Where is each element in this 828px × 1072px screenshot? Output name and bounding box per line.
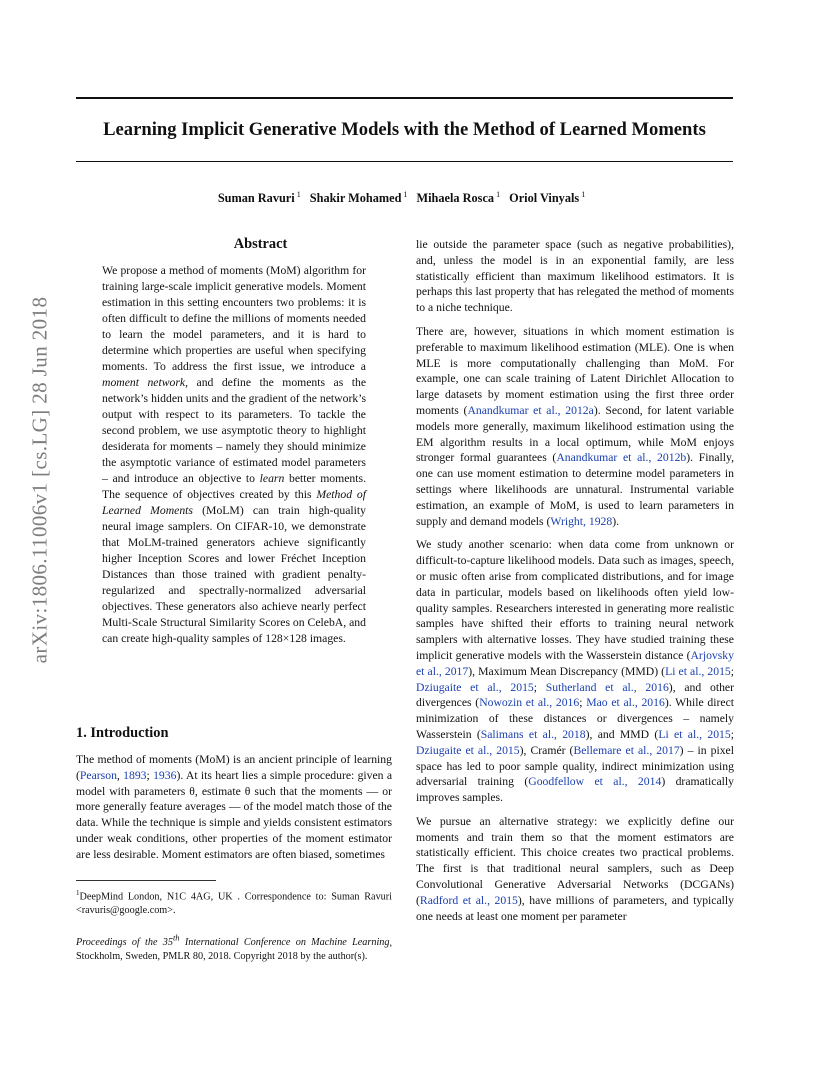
citation-link[interactable]: Dziugaite et al., 2015 xyxy=(416,680,534,694)
paragraph: We study another scenario: when data come from unknown or difficult-to-capture likelihood models. Data such as images, speech, or music often arise from complicated distributions, and for image data in particular, models based on likelihoods often yield low-quality samples. Researchers interested in generating more realistic samples have shifted their efforts to training neural network samplers with alternative losses. They have studied training these implicit generative models with the Wasserstein distance (Arjovsky et al., 2017), Maximum Mean Discrepancy (MMD) (Li et al., 2015; Dziugaite et al., 2015; Sutherland et al., 2016), and other divergences (Nowozin et al., 2016; Mao et al., 2016). While direct minimization of these distances or divergences – namely Wasserstein (Salimans et al., 2018), and MMD (Li et al., 2015; Dziugaite et al., 2015), Cramér (Bellemare et al., 2017) – in pixel space has led to poor sample quality, indirect minimization using adversarial training (Goodfellow et al., 2014) dramatically improves samples. xyxy=(416,538,735,805)
para-text: ). xyxy=(612,514,620,528)
para-text: ). Finally, one can use moment estimation to determine model parameters in settings where likelihoods are unnatural. Instrumental variable estimation, an example of MoM, is used to learn parameters in supply and demand models ( xyxy=(416,451,735,528)
para-text: ), have millions of parameters, and typically one needs at least one moment per parameter xyxy=(416,893,734,923)
abstract-body xyxy=(102,263,366,647)
citation-link[interactable]: 1936 xyxy=(153,768,177,782)
proceedings-note xyxy=(76,931,392,964)
affiliation-mark: 1 xyxy=(581,190,586,199)
proceedings-text xyxy=(76,933,390,949)
affiliation-mark: 1 xyxy=(296,190,301,199)
title-top-rule xyxy=(76,97,733,99)
citation-link[interactable]: Arjovsky et al., 2017 xyxy=(416,648,734,678)
paragraph xyxy=(416,324,734,529)
author-name: Suman Ravuri xyxy=(217,191,295,206)
citation-link[interactable]: Salimans et al., 2018 xyxy=(480,727,586,741)
citation-link[interactable]: Dziugaite et al., 2015 xyxy=(416,743,520,757)
para-text: We pursue an alternative strategy: we explicitly define our moments and train them so that the moment estimators are statistically efficient. This choice creates two practical problems. The first is that traditional neural samplers, such as Deep Convolutional Generative Adversarial Networks (DCGANs) ( xyxy=(416,814,734,907)
author-name: Mihaela Rosca xyxy=(416,191,495,206)
section-heading-introduction: 1. Introduction xyxy=(76,725,169,741)
citation-link[interactable]: Bellemare et al., 2017 xyxy=(573,743,680,757)
affiliation-footnote xyxy=(76,886,392,918)
citation-link[interactable]: Li et al., 2015 xyxy=(658,727,731,741)
citation-link[interactable]: Nowozin et al., 2016 xyxy=(479,696,580,710)
footnote-text: DeepMind London, N1C 4AG, UK . Correspondence to: Suman Ravuri <ravuris@google.com>. xyxy=(76,891,392,917)
para-text: ) dramatically improves samples. xyxy=(416,775,734,805)
para-text: ). Second, for latent variable models more generally, maximum likelihood estimation using the EM algorithm results in a local optimum, while MoM enjoys stronger formal guarantees ( xyxy=(416,403,734,465)
citation-link[interactable]: Anandkumar et al., 2012a xyxy=(467,403,594,417)
footnote-rule xyxy=(76,880,216,881)
abstract-emphasis: learn xyxy=(259,472,285,485)
para-text: ), and MMD ( xyxy=(585,727,659,741)
proceedings-sup: th xyxy=(172,933,180,943)
para-text: ), Maximum Mean Discrepancy (MMD) ( xyxy=(468,664,666,678)
footnote-mark: 1 xyxy=(76,889,80,897)
right-column xyxy=(416,237,734,932)
abstract-text: , and define the moments as the network’s hidden units and the gradient of the network’s output with respect to its parameters. To tackle the second problem, we use asymptotic theory to highlight desiderata for moments – namely they should minimize the asymptotic variance of estimated model parameters – and introduce an objective to xyxy=(102,376,367,485)
paper-title: Learning Implicit Generative Models with the Method of Learned Moments xyxy=(103,119,706,140)
abstract-heading: Abstract xyxy=(233,236,288,252)
citation-link[interactable]: Radford et al., 2015 xyxy=(419,893,518,907)
abstract-emphasis: moment network xyxy=(102,376,186,389)
author-name: Oriol Vinyals xyxy=(509,191,580,206)
para-text: There are, however, situations in which moment estimation is preferable to maximum likelihood estimation (MLE). One is when MLE is more computationally challenging than MoM. For example, one can scale training of Latent Dirichlet Allocation to large datasets by moment estimation using the first three order moments ( xyxy=(416,324,734,417)
author-name: Shakir Mohamed xyxy=(309,191,402,206)
citation-link[interactable]: Sutherland et al., 2016 xyxy=(545,680,669,694)
citation-link[interactable]: 1893 xyxy=(123,768,147,782)
para-text: ) – in pixel space has led to poor sample quality, indirect minimization using adversarial training ( xyxy=(416,743,734,789)
affiliation-mark: 1 xyxy=(403,190,408,199)
paragraph xyxy=(416,237,734,316)
citation-link[interactable]: Pearson xyxy=(79,768,117,782)
abstract-text: We propose a method of moments (MoM) algorithm for training large-scale implicit generative models. Moment estimation in this setting encounters two problems: it is often difficult to define the millions of moments needed to learn the model parameters, and it is hard to determine which properties are useful when specifying moments. To address the first issue, we introduce a xyxy=(102,264,366,373)
para-text: ), Cramér ( xyxy=(519,743,574,757)
paragraph xyxy=(416,814,734,925)
title-bottom-rule xyxy=(76,161,733,162)
citation-link[interactable]: Goodfellow et al., 2014 xyxy=(528,775,662,789)
abstract-emphasis: Method of Learned Moments xyxy=(102,488,366,517)
para-text: lie outside the parameter space (such as negative probabilities), and, unless the model is in an exponential family, are less statistically efficient than maximum likelihood estimators. It is perhaps this last property that has relegated the method of moments to a niche technique. xyxy=(416,238,734,315)
abstract-text: (MoLM) can train high-quality neural image samplers. On CIFAR-10, we demonstrate that MoLM-trained generators achieve significantly higher Inception Scores and lower Fréchet Inception Distances than those trained with gradient penalty-regularized and spectrally-normalized adversarial objectives. These generators also achieve nearly perfect Multi-Scale Structural Similarity Scores on CelebA, and can create high-quality samples of 128×128 images. xyxy=(102,504,366,645)
para-text: ), and other divergences ( xyxy=(416,680,735,710)
citation-link[interactable]: Mao et al., 2016 xyxy=(586,696,665,710)
arxiv-side-stamp: arXiv:1806.11006v1 [cs.LG] 28 Jun 2018 xyxy=(27,296,52,664)
citation-link[interactable]: Anandkumar et al., 2012b xyxy=(556,451,687,465)
para-text: We study another scenario: when data come from unknown or difficult-to-capture likelihood models. Data such as images, speech, or music often arise from complicated distributions, and for image data in particular, models based on likelihoods often yield low-quality samples. Researchers interested in generating more realistic samples have shifted their efforts to training neural network samplers with alternative losses. They have studied training these implicit generative models with the Wasserstein distance ( xyxy=(416,538,734,662)
intro-text: ). At its heart lies a simple procedure: given a model with parameters θ, estimate θ such that the moments — or more generally feature averages — of the model match those of the data. While the technique is simple and yields consistent estimators under weak conditions, other properties of the moment estimator are less desirable. Moment estimators are often biased, sometimes xyxy=(76,768,393,861)
intro-text: The method of moments (MoM) is an ancient principle of learning ( xyxy=(76,753,392,782)
para-text: ). While direct minimization of these distances or divergences – namely Wasserstein ( xyxy=(416,696,734,741)
author-list xyxy=(76,190,733,206)
citation-link[interactable]: Li et al., 2015 xyxy=(665,664,731,678)
affiliation-mark: 1 xyxy=(496,190,501,199)
proceedings-part: International Conference on Machine Learning xyxy=(179,937,390,949)
abstract-text: better moments. The sequence of objectives created by this xyxy=(102,472,366,501)
introduction-paragraph: The method of moments (MoM) is an ancient principle of learning (Pearson, 1893; 1936). At its heart lies a simple procedure: given a model with parameters θ, estimate θ such that the moments — or more generally feature averages — of the model match those of the data. While the technique is simple and yields consistent estimators under weak conditions, other properties of the moment estimator are less desirable. Moment estimators are often biased, sometimes xyxy=(76,753,393,861)
citation-link[interactable]: Wright, 1928 xyxy=(550,514,613,528)
proceedings-part: Proceedings of the 35 xyxy=(76,937,173,949)
proceedings-part: , Stockholm, Sweden, PMLR 80, 2018. Copyright 2018 by the author(s). xyxy=(76,937,393,963)
